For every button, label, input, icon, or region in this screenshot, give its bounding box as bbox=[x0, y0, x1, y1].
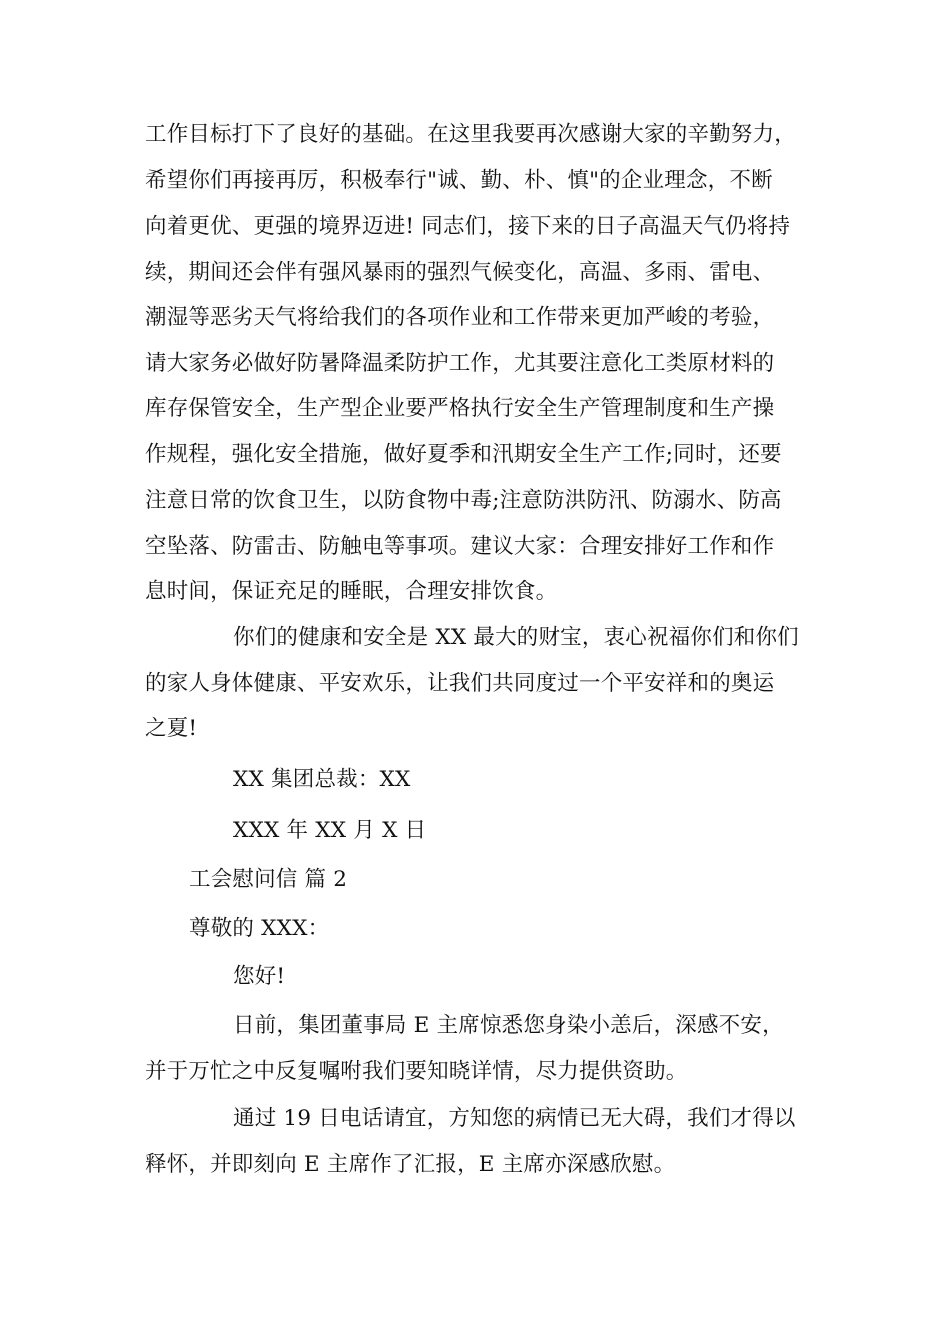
body-line-5: 潮湿等恶劣天气将给我们的各项作业和工作带来更加严峻的考验， bbox=[145, 305, 775, 330]
section-title: 工会慰问信 篇 2 bbox=[189, 867, 348, 892]
closing-line-1: 你们的健康和安全是 XX 最大的财宝，衷心祝福你们和你们 bbox=[233, 625, 799, 650]
body-line-6: 请大家务必做好防暑降温柔防护工作，尤其要注意化工类原材料的 bbox=[145, 351, 775, 376]
signature: XX 集团总裁：XX bbox=[233, 767, 411, 792]
greeting: 您好! bbox=[233, 964, 286, 989]
body-line-9: 注意日常的饮食卫生，以防食物中毒;注意防洪防汛、防溺水、防高 bbox=[145, 488, 782, 513]
paragraph2-line-1: 日前，集团董事局 E 主席惊悉您身染小恙后，深感不安， bbox=[233, 1013, 784, 1038]
body-line-4: 续，期间还会伴有强风暴雨的强烈气候变化，高温、多雨、雷电、 bbox=[145, 260, 775, 285]
body-line-1: 工作目标打下了良好的基础。在这里我要再次感谢大家的辛勤努力， bbox=[145, 122, 797, 147]
closing-line-2: 的家人身体健康、平安欢乐，让我们共同度过一个平安祥和的奥运 bbox=[145, 671, 775, 696]
paragraph3-line-2: 释怀，并即刻向 E 主席作了汇报，E 主席亦深感欣慰。 bbox=[145, 1152, 676, 1177]
body-line-2: 希望你们再接再厉，积极奉行"诚、勤、朴、慎"的企业理念，不断 bbox=[145, 168, 773, 193]
body-line-10: 空坠落、防雷击、防触电等事项。建议大家：合理安排好工作和作 bbox=[145, 534, 775, 559]
paragraph3-line-1: 通过 19 日电话请宜，方知您的病情已无大碍，我们才得以 bbox=[233, 1106, 796, 1131]
body-line-3: 向着更优、更强的境界迈进! 同志们，接下来的日子高温天气仍将持 bbox=[145, 214, 791, 239]
body-line-7: 库存保管安全，生产型企业要严格执行安全生产管理制度和生产操 bbox=[145, 396, 775, 421]
body-line-8: 作规程，强化安全措施，做好夏季和汛期安全生产工作;同时，还要 bbox=[145, 442, 782, 467]
paragraph2-line-2: 并于万忙之中反复嘱咐我们要知晓详情，尽力提供资助。 bbox=[145, 1059, 688, 1084]
body-line-11: 息时间，保证充足的睡眠，合理安排饮食。 bbox=[145, 579, 558, 604]
closing-line-3: 之夏! bbox=[145, 716, 198, 741]
date: XXX 年 XX 月 X 日 bbox=[233, 818, 427, 843]
salutation: 尊敬的 XXX： bbox=[189, 916, 330, 941]
